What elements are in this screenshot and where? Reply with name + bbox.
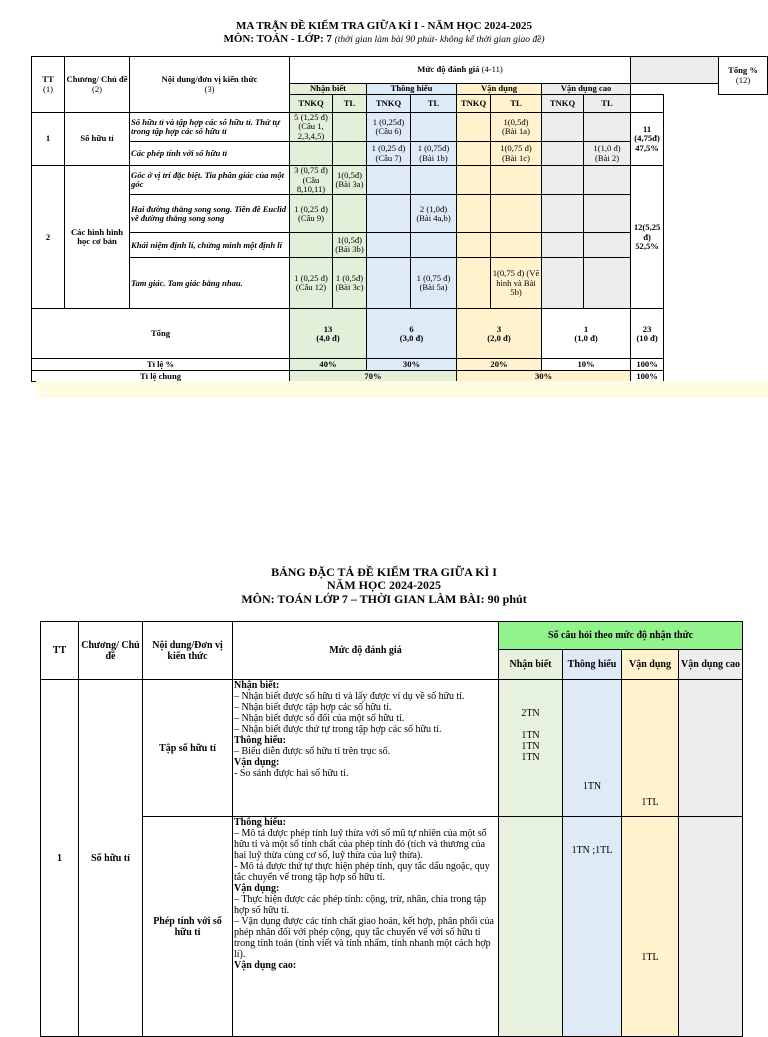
ratio-label: Tỉ lệ % [32,359,290,371]
cell: 2 (1,0đ) (Bài 4a,b) [411,195,457,233]
spec-content-set: Tập số hữu tỉ [143,680,233,817]
spec-level-recognize: Nhận biết [499,650,563,680]
row-tt: 2 [32,166,65,309]
cell [290,233,333,258]
spec-count-recognize: 2TN 1TN 1TN 1TN [499,680,563,817]
cell [333,142,367,166]
ratio-apply-high: 10% [542,359,631,371]
spec-level-understand: Thông hiểu [563,650,622,680]
cell [367,258,411,309]
cell: 1(0,5đ) (Bài 3b) [333,233,367,258]
col-tnkq: TNKQ [290,95,333,113]
cell [457,233,491,258]
cell [457,258,491,309]
cell [367,166,411,195]
row-content: Góc ở vị trí đặc biệt. Tia phân giác của một góc [130,166,290,195]
cell [367,233,411,258]
level-understand: Thông hiểu [367,84,457,95]
spec-content-ops: Phép tính với số hữu tỉ [143,817,233,1037]
cell: 1(0,5đ) (Bài 1a) [491,113,542,142]
spec-subject: MÔN: TOÁN LỚP 7 – THỜI GIAN LÀM BÀI: 90 phút [241,592,527,606]
header-blank [631,57,719,84]
cell: 1 (0,75 đ) (Bài 5a) [411,258,457,309]
cell: 5 (1,25 đ) (Câu 1, 2,3,4,5) [290,113,333,142]
cell: 1 (0,25đ) (Câu 6) [367,113,411,142]
common-ratio-a: 70% [290,371,457,382]
row-tt: 1 [32,113,65,166]
cell [457,195,491,233]
col-tnkq: TNKQ [457,95,491,113]
total-understand: 6 (3,0 đ) [367,309,457,359]
matrix-subtitle [0,33,768,46]
spec-count-understand: 1TN [563,680,622,817]
row-content: Khái niệm định lí, chứng minh một định lí [130,233,290,258]
spec-header-chapter: Chương/ Chủ đề [79,622,143,680]
spec-header-level: Mức độ đánh giá [233,622,499,680]
spec-criteria-ops: Thông hiểu: – Mô tả được phép tính luỹ thừa với số mũ tự nhiên của một số hữu tỉ và một số tính chất của phép tính đó (tích và thương của hai luỹ thừa cùng cơ số, luỹ thừa của luỹ thừa). - Mô tả được thứ tự thực hiện phép tính, quy tắc dấu ngoặc, quy tắc chuyển vế trong tập hợp số hữu tỉ. Vận dụng: – Thực hiện được các phép tính: cộng, trừ, nhân, chia trong tập hợp số hữu tỉ. – Vận dụng được các tính chất giao hoán, kết hợp, phân phối của phép nhân đối với phép cộng, quy tắc chuyển vế với số hữu tỉ trong tính toán (tính viết và tính nhẩm, tính nhanh một cách hợp lí). Vận dụng cao: [233,817,499,1037]
cell: 1 (0,25 đ) (Câu 12) [290,258,333,309]
row-content: Số hữu tỉ và tập hợp các số hữu tỉ. Thứ tự trong tập hợp các số hữu tỉ [130,113,290,142]
cell: 1 (0,5đ) (Bài 3c) [333,258,367,309]
header-total: Tổng % (12) [719,57,768,95]
cell [542,258,584,309]
cell [333,195,367,233]
col-tl: TL [584,95,631,113]
total-apply-high: 1 (1,0 đ) [542,309,631,359]
spec-title: BẢNG ĐẶC TẢ ĐỀ KIỂM TRA GIỮA KÌ I [271,565,497,579]
col-tnkq: TNKQ [542,95,584,113]
cell [584,113,631,142]
total-apply: 3 (2,0 đ) [457,309,542,359]
cell [491,166,542,195]
level-apply: Vận dụng [457,84,542,95]
matrix-subject: MÔN: TOÁN - LỚP: 7 [223,33,332,45]
matrix-time-note: (thời gian làm bài 90 phút- không kể thời gian giao đề) [334,35,545,45]
matrix-title: MA TRẬN ĐỀ KIỂM TRA GIỮA KÌ I - NĂM HỌC 2024-2025 [236,20,532,32]
spec-year: NĂM HỌC 2024-2025 [327,578,441,592]
row-content: Tam giác. Tam giác bằng nhau. [130,258,290,309]
level-apply-high: Vận dụng cao [542,84,631,95]
spec-count-recognize [499,817,563,1037]
ratio-recognize: 40% [290,359,367,371]
spec-count-apply: 1TL [622,680,679,817]
cell [457,166,491,195]
cell [411,233,457,258]
cell [333,113,367,142]
row-chapter: Các hình hình học cơ bản [65,166,130,309]
cell [542,142,584,166]
cell [457,142,491,166]
spec-row-chapter: Số hữu tỉ [79,680,143,1037]
cell [491,195,542,233]
cell [411,113,457,142]
cell [584,166,631,195]
spec-count-apply-high [679,817,743,1037]
highlight-band [36,381,768,398]
spec-level-apply: Vận dụng [622,650,679,680]
cell [491,233,542,258]
cell [542,233,584,258]
header-level: Mức độ đánh giá (4-11) [290,57,631,84]
common-ratio-all: 100% [631,371,664,382]
cell [584,195,631,233]
row-total: 12(5,25 đ) 52,5% [631,166,664,309]
cell: 1(0,5đ) (Bài 3a) [333,166,367,195]
cell [542,113,584,142]
level-recognize: Nhận biết [290,84,367,95]
cell [584,258,631,309]
spec-header-tt: TT [41,622,79,680]
cell: 1(0,75 đ) (Vẽ hình và Bài 5b) [491,258,542,309]
spec-level-apply-high: Vận dụng cao [679,650,743,680]
header-chapter: Chương/ Chủ đề (2) [65,57,130,113]
cell: 3 (0,75 đ) (Câu 8,10,11) [290,166,333,195]
common-ratio-b: 30% [457,371,631,382]
header-content: Nội dung/đơn vị kiến thức (3) [130,57,290,113]
col-tl: TL [411,95,457,113]
spec-header-count: Số câu hỏi theo mức độ nhận thức [499,622,743,650]
blank-cell [631,95,664,113]
spec-row-tt: 1 [41,680,79,1037]
ratio-apply: 20% [457,359,542,371]
row-content: Hai đường thẳng song song. Tiên đề Euclid về đường thẳng song song [130,195,290,233]
spec-header-content: Nội dung/Đơn vị kiến thức [143,622,233,680]
spec-table [40,621,743,1037]
col-tl: TL [333,95,367,113]
row-total: 11 (4,75đ) 47,5% [631,113,664,166]
header-tt: TT (1) [32,57,65,113]
total-all: 23 (10 đ) [631,309,664,359]
matrix-table [31,56,768,382]
cell [584,233,631,258]
spec-count-apply: 1TL [622,817,679,1037]
spec-criteria-set: Nhận biết: – Nhận biết được số hữu tỉ và lấy được ví dụ về số hữu tỉ. – Nhận biết được tập hợp các số hữu tỉ. – Nhận biết được số đối của một số hữu tỉ. – Nhận biết được thứ tự trong tập hợp các số hữu tỉ. Thông hiểu: – Biểu diễn được số hữu tỉ trên trục số. Vận dụng: - So sánh được hai số hữu tỉ. [233,680,499,817]
total-recognize: 13 (4,0 đ) [290,309,367,359]
cell [542,166,584,195]
col-tnkq: TNKQ [367,95,411,113]
spec-count-apply-high [679,680,743,817]
row-chapter: Số hữu tỉ [65,113,130,166]
cell [367,195,411,233]
cell: 1(0,75 đ) (Bài 1c) [491,142,542,166]
ratio-all: 100% [631,359,664,371]
cell [542,195,584,233]
cell: 1 (0,25 đ) (Câu 9) [290,195,333,233]
cell: 1 (0,75đ) (Bài 1b) [411,142,457,166]
row-content: Các phép tính với số hữu tỉ [130,142,290,166]
common-ratio-label: Tỉ lệ chung [32,371,290,382]
cell [457,113,491,142]
spec-count-understand: 1TN ;1TL [563,817,622,1037]
cell [290,142,333,166]
cell [411,166,457,195]
ratio-understand: 30% [367,359,457,371]
cell: 1(1,0 đ) (Bài 2) [584,142,631,166]
col-tl: TL [491,95,542,113]
cell: 1 (0,25 đ) (Câu 7) [367,142,411,166]
total-label: Tổng [32,309,290,359]
